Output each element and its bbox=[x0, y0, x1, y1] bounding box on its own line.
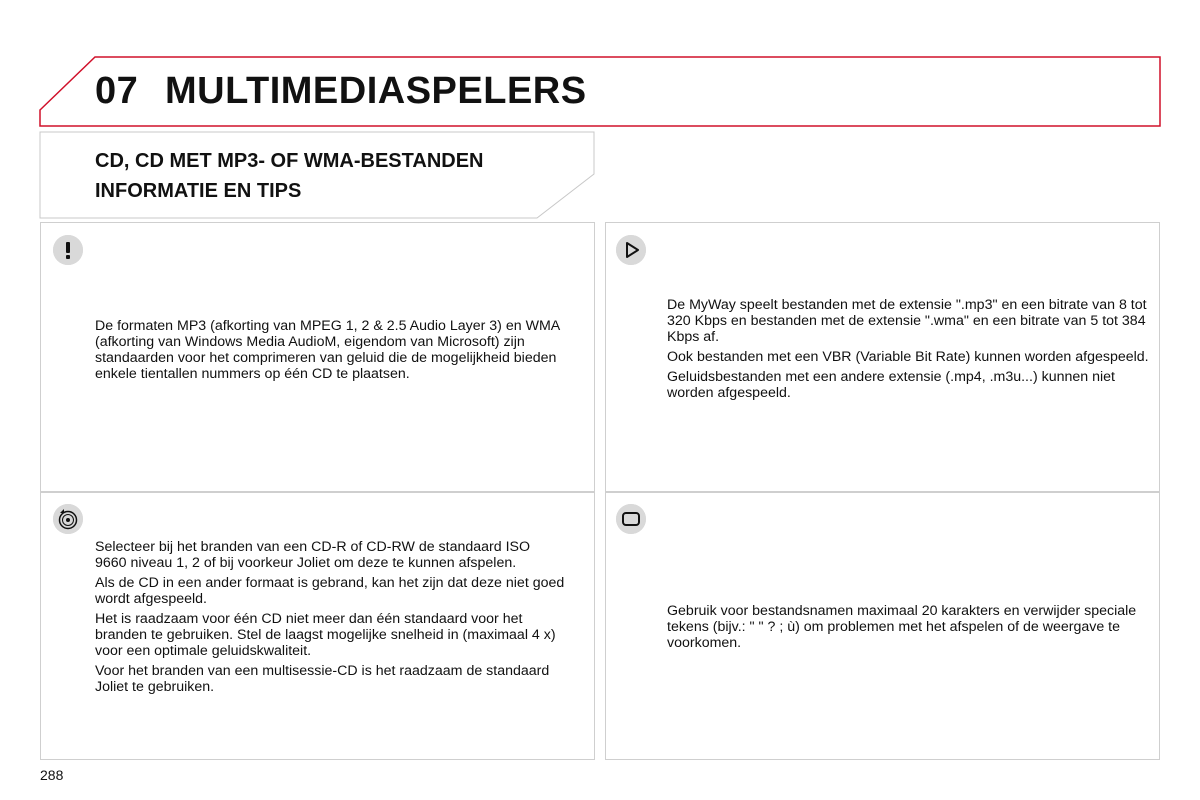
burn-text bbox=[95, 539, 565, 699]
burn-paragraph-3: Het is raadzaam voor één CD niet meer dan één standaard voor het branden te gebruiken. Stel de laagst mogelijke snelheid in (maximaal 4 x) voor een optimale geluidskwaliteit. bbox=[95, 611, 556, 659]
warning-text bbox=[95, 318, 565, 386]
info-paragraph-3: Geluidsbestanden met een andere extensie (.mp4, .m3u...) kunnen niet worden afgespeeld. bbox=[667, 369, 1115, 401]
naming-text bbox=[667, 603, 1151, 655]
page-number: 288 bbox=[40, 767, 64, 783]
burn-paragraph-4: Voor het branden van een multisessie-CD is het raadzaam de standaard Joliet te gebruiken. bbox=[95, 663, 550, 695]
burn-paragraph-2: Als de CD in een ander formaat is gebrand, kan het zijn dat deze niet goed wordt afgespeeld. bbox=[95, 575, 565, 607]
section-title bbox=[95, 146, 484, 206]
burn-box bbox=[40, 492, 595, 760]
chapter-number: 07 bbox=[95, 70, 139, 112]
naming-paragraph: Gebruik voor bestandsnamen maximaal 20 karakters en verwijder speciale tekens (bijv.: " " ? ; ù) om problemen met het afspelen of de weergave te voorkomen. bbox=[667, 603, 1137, 651]
info-box bbox=[605, 222, 1160, 492]
info-paragraph-2: Ook bestanden met een VBR (Variable Bit Rate) kunnen worden afgespeeld. bbox=[667, 349, 1149, 365]
rounded-square-icon bbox=[616, 504, 646, 534]
warning-box bbox=[40, 222, 595, 492]
naming-box bbox=[605, 492, 1160, 760]
info-paragraph-1: De MyWay speelt bestanden met de extensie ".mp3" en een bitrate van 8 tot 320 Kbps en bestanden met de extensie ".wma" en een bitrate van 5 tot 384 Kbps af. bbox=[667, 297, 1147, 345]
burn-paragraph-1: Selecteer bij het branden van een CD-R of CD-RW de standaard ISO 9660 niveau 1, 2 of bij voorkeur Joliet om deze te kunnen afspelen. bbox=[95, 539, 531, 571]
section-title-line1: CD, CD MET MP3- OF WMA-BESTANDEN bbox=[95, 150, 484, 172]
info-text bbox=[667, 297, 1151, 405]
play-triangle-icon bbox=[616, 235, 646, 265]
section-title-line2: INFORMATIE EN TIPS bbox=[95, 180, 302, 202]
chapter-title: MULTIMEDIASPELERS bbox=[165, 70, 587, 112]
warning-paragraph: De formaten MP3 (afkorting van MPEG 1, 2 & 2.5 Audio Layer 3) en WMA (afkorting van Windows Media AudioM, eigendom van Microsoft) zijn standaarden voor het comprimeren van geluid die de mogelijkheid bieden enkele tientallen nummers op één CD te plaatsen. bbox=[95, 318, 560, 382]
disc-burn-icon bbox=[53, 504, 83, 534]
exclamation-icon bbox=[53, 235, 83, 265]
